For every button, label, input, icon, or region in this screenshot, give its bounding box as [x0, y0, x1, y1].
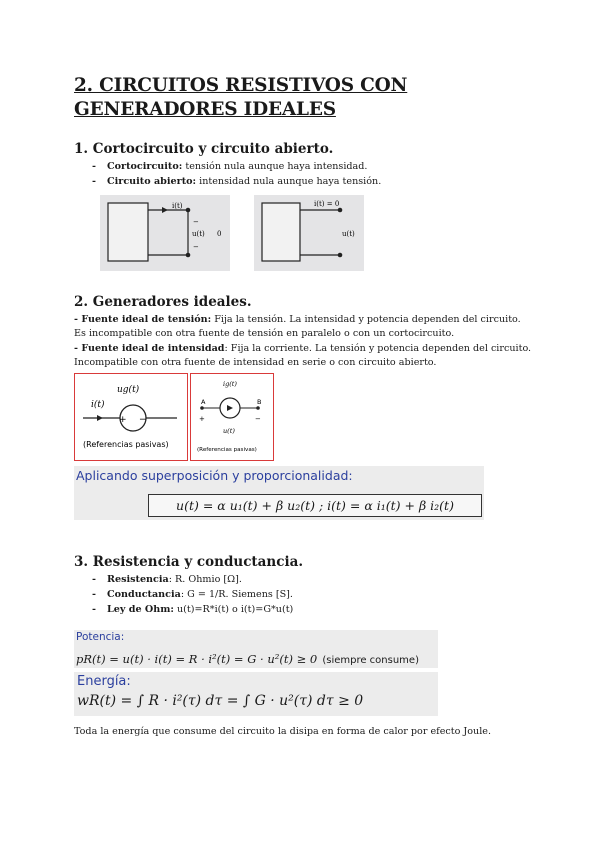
svg-text:B: B — [257, 398, 262, 406]
power-equation: pR(t) = u(t) · i(t) = R · i²(t) = G · u²(t) ≥ 0 (siempre consume) — [76, 652, 419, 666]
power-box — [74, 630, 438, 668]
superposition-box — [74, 466, 484, 520]
list-item: - Circuito abierto: intensidad nula aunque haya tensión. — [92, 174, 381, 189]
closing-text: Toda la energía que consume del circuito la disipa en forma de calor por efecto Joule. — [74, 726, 492, 737]
list-item: - Resistencia: R. Ohmio [Ω]. — [92, 572, 293, 587]
caption: (Referencias pasivas) — [197, 447, 257, 453]
svg-text:ig(t): ig(t) — [223, 380, 237, 388]
page-title: 2. CIRCUITOS RESISTIVOS CON GENERADORES IDEALES — [74, 75, 408, 120]
section-3-list — [92, 572, 293, 617]
list-item: - Cortocircuito: tensión nula aunque haya intensidad. — [92, 159, 381, 174]
section-1-list — [92, 159, 381, 189]
svg-text:−: − — [193, 243, 199, 251]
svg-text:ug(t): ug(t) — [117, 385, 140, 395]
svg-text:−: − — [139, 415, 147, 425]
energy-label: Energía: — [77, 674, 131, 689]
short-circuit-diagram — [100, 195, 230, 271]
power-note: (siempre consume) — [322, 655, 419, 666]
power-label: Potencia: — [76, 631, 125, 643]
svg-text:i(t): i(t) — [91, 400, 105, 410]
current-source-figure — [190, 373, 274, 461]
svg-text:u(t): u(t) — [223, 427, 235, 435]
list-item: - Ley de Ohm: u(t)=R*i(t) o i(t)=G*u(t) — [92, 602, 293, 617]
superposition-title: Aplicando superposición y proporcionalidad: — [76, 468, 353, 483]
energy-box — [74, 672, 438, 716]
voltage-source-paragraph: - Fuente ideal de tensión: Fija la tensión. La intensidad y potencia dependen del circuito. Es incompatible con otra fuente de tensión en paralelo o con un cortocircuito. — [74, 314, 521, 339]
current-label: i(t) — [172, 202, 183, 210]
current-source-paragraph: - Fuente ideal de intensidad: Fija la corriente. La tensión y potencia dependen del circuito. Incompatible con otra fuente de intensidad en serie o con circuito abierto. — [74, 343, 532, 368]
svg-text:−: − — [255, 415, 261, 423]
svg-text:0: 0 — [217, 230, 222, 238]
current-source-diagram — [191, 374, 273, 460]
svg-text:A: A — [201, 398, 206, 406]
voltage-label: u(t) — [192, 230, 205, 238]
svg-text:+: + — [199, 415, 205, 423]
open-circuit-diagram — [254, 195, 364, 271]
section-2-heading: 2. Generadores ideales. — [74, 294, 252, 310]
voltage-label: u(t) — [342, 230, 355, 238]
caption: (Referencias pasivas) — [83, 440, 169, 449]
section-1-heading: 1. Cortocircuito y circuito abierto. — [74, 141, 334, 157]
svg-text:−: − — [193, 218, 199, 226]
short-circuit-figure — [100, 195, 230, 271]
voltage-source-figure — [74, 373, 188, 461]
energy-equation: wR(t) = ∫ R · i²(τ) dτ = ∫ G · u²(τ) dτ ≥ 0 — [77, 693, 364, 709]
current-label: i(t) = 0 — [314, 200, 340, 208]
superposition-equation: u(t) = α u₁(t) + β u₂(t) ; i(t) = α i₁(t) + β i₂(t) — [148, 494, 482, 517]
list-item: - Conductancia: G = 1/R. Siemens [S]. — [92, 587, 293, 602]
section-3-heading: 3. Resistencia y conductancia. — [74, 554, 304, 570]
open-circuit-figure — [254, 195, 364, 271]
voltage-source-diagram — [75, 374, 187, 460]
svg-text:+: + — [119, 415, 127, 425]
